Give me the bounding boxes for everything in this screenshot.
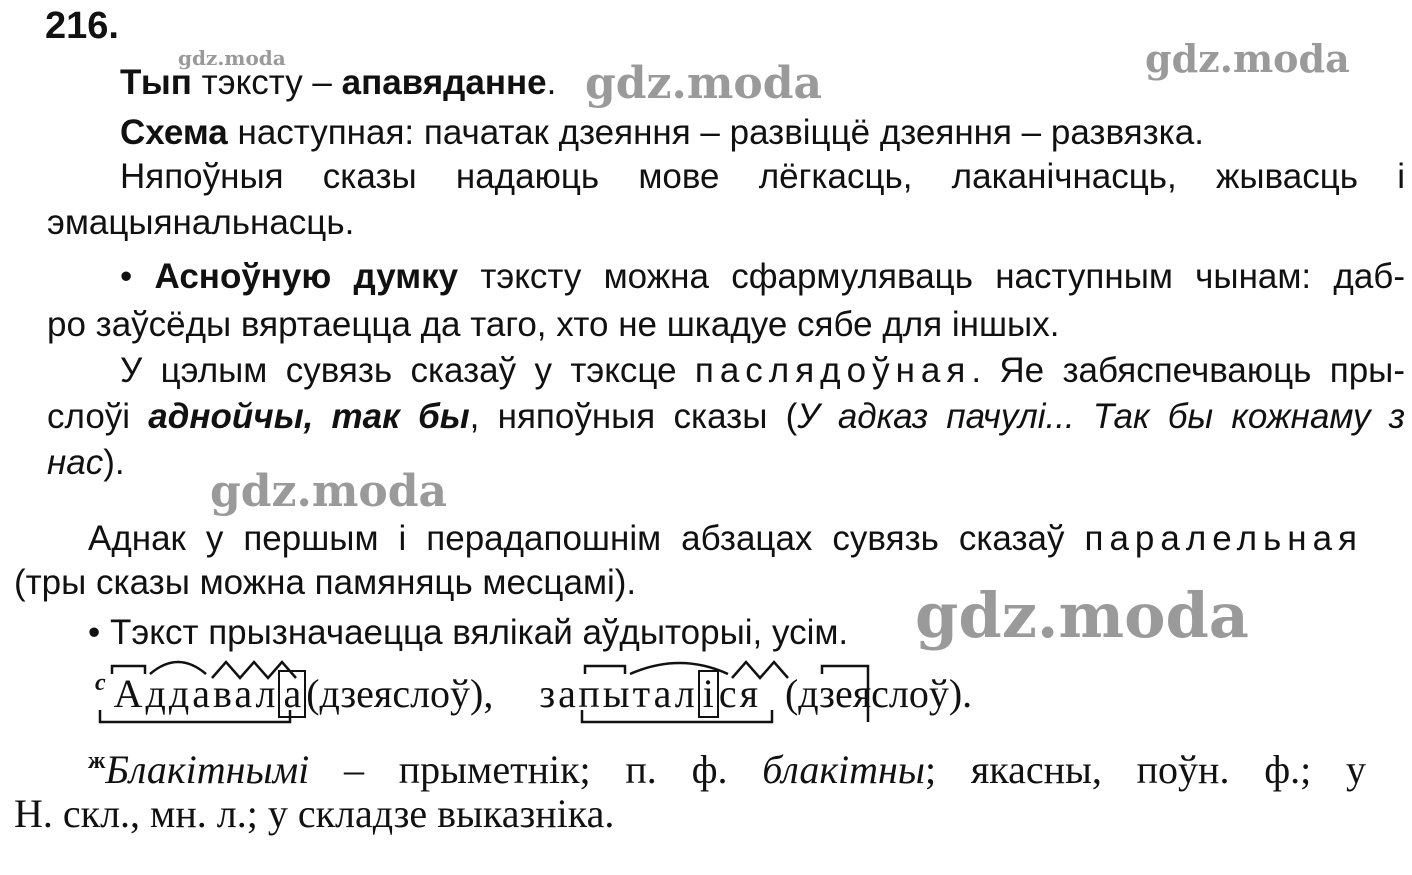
watermark-1: gdz.moda	[585, 58, 823, 109]
watermark-3: gdz.moda	[210, 466, 448, 517]
text-type-value: апавяданне	[341, 63, 547, 102]
main-idea-label: Асноўную думку	[154, 257, 459, 296]
parallel-line1: Аднак у першым і перадапошнім абзацах сувязь сказаў паралельная	[88, 519, 1363, 558]
scheme-label: Схема	[120, 113, 228, 152]
main-idea-line1: • Асноўную думку тэксту можна сфармуляваць наступным чынам: даб-	[120, 257, 1405, 296]
adverbs: аднойчы, так бы	[148, 397, 470, 436]
watermark-small: gdz.moda	[178, 46, 286, 70]
analysis-line1: $^ж$Блакітнымі – прыметнік; п. ф. блакітны; якасны, поўн. ф.; у	[88, 747, 1366, 792]
example-quote: У адказ пачулі... Так бы кожнаму з	[797, 397, 1406, 436]
analysis-line2: Н. скл., мн. л.; у складзе выказніка.	[14, 791, 615, 836]
watermark-4: gdz.moda	[915, 579, 1249, 652]
word2-stem: запытал	[539, 671, 698, 716]
morpheme-mark: с	[95, 670, 106, 696]
word2-label: (дзеяслоў).	[784, 671, 973, 716]
text-type-label: Тып	[120, 63, 192, 102]
analysed-word: Блакітнымі	[105, 747, 310, 792]
word1-label: (дзеяслоў),	[306, 671, 494, 716]
word2-ending: і	[698, 670, 719, 718]
scheme-line: Схема наступная: пачатак дзеяння – развіццё дзеяння – развязка.	[120, 113, 1204, 152]
connection-line1: У цэлым сувязь сказаў у тэксце паслядоўная. Яе забяспечваюць пры-	[120, 351, 1405, 390]
word2-postfix: ся	[718, 671, 761, 716]
word1-stem: Аддавал	[113, 671, 279, 716]
analysis-mark: ж	[88, 748, 106, 774]
watermark-2: gdz.moda	[1145, 36, 1350, 81]
base-form: блакітны	[762, 747, 925, 792]
text-type-line: Тып тэксту – апавяданне.	[120, 63, 557, 102]
bullet: •	[120, 257, 133, 296]
connection-line3: нас).	[47, 443, 125, 482]
word1-ending: а	[278, 670, 306, 718]
parallel-line2: (тры сказы можна памяняць месцамі).	[14, 563, 637, 602]
audience-line: • Тэкст прызначаецца вялікай аўдыторыі, усім.	[88, 613, 849, 652]
bullet: •	[88, 613, 101, 652]
paragraph-incomplete-sentences-line1: Няпоўныя сказы надаюць мове лёгкасць, лаканічнасць, жывасць і	[120, 157, 1405, 196]
morpheme-line	[95, 670, 972, 718]
exercise-number: 216.	[45, 5, 119, 47]
parallel-term: паралельная	[1084, 519, 1363, 558]
main-idea-line2: ро заўсёды вяртаецца да таго, хто не шкадуе сябе для іншых.	[47, 305, 1060, 344]
connection-line2: слоўі аднойчы, так бы, няпоўныя сказы (У адказ пачулі... Так бы кожнаму з	[47, 397, 1406, 436]
sequential-term: паслядоўная	[694, 351, 972, 390]
paragraph-incomplete-sentences-line2: эмацыянальнасць.	[47, 203, 355, 242]
